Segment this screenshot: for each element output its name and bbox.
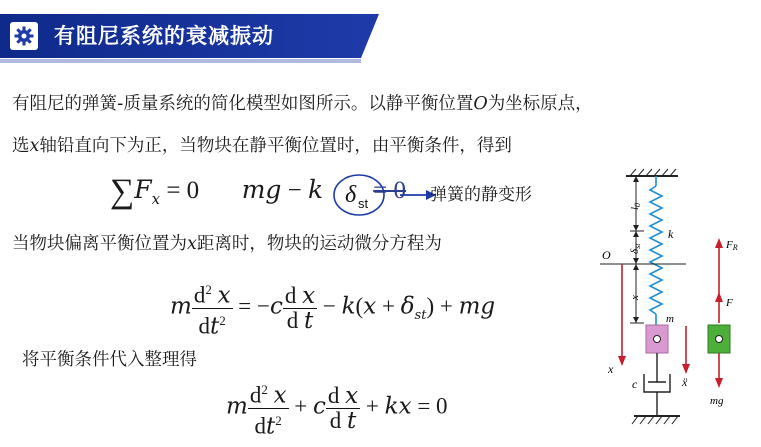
page-title: 有阻尼系统的衰减振动 — [54, 24, 274, 48]
final-equation: m $\frac{d^2 x}{dt^2}$ + c $\frac{\text{d x}}{\text{d t}}$ + kx = 0 — [226, 378, 448, 438]
ceiling-hatch — [630, 169, 676, 176]
svg-text:m: m — [666, 313, 674, 325]
equilibrium-equation: $\sum F_x = 0$ mg − k = 0 — [110, 173, 407, 210]
motion-intro: 当物块偏离平衡位置为x距离时，物块的运动微分方程为 — [12, 234, 442, 254]
svg-text:mg: mg — [710, 395, 724, 407]
svg-text:c: c — [632, 377, 638, 391]
gear-icon — [14, 26, 34, 46]
svg-text:k: k — [668, 227, 674, 241]
svg-text:F: F — [726, 297, 733, 309]
ground-hatch — [632, 416, 678, 424]
banner-corner — [361, 14, 379, 58]
spring — [650, 186, 662, 314]
svg-text:FR: FR — [726, 239, 738, 252]
gear-icon-box — [10, 22, 38, 50]
svg-text:δ: δ — [345, 182, 357, 208]
svg-text:ẍ: ẍ — [682, 375, 688, 389]
svg-text:x: x — [629, 295, 641, 300]
static-deflection-highlight — [330, 172, 440, 218]
spring-mass-damper-diagram — [586, 168, 761, 438]
motion-equation: m $\frac{d^2 x}{dt^2}$ = −c $\frac{\text{d x}}{\text{d t}}$ − $k(x + \delta_{st})$ + mg — [170, 278, 495, 338]
intro-line-1: 有阻尼的弹簧-质量系统的简化模型如图所示。以静平衡位置O为坐标原点， — [12, 94, 593, 114]
svg-text:x: x — [608, 362, 614, 376]
substitute-text: 将平衡条件代入整理得 — [22, 350, 197, 370]
svg-text:l0: l0 — [629, 202, 642, 210]
svg-text:st: st — [358, 196, 369, 211]
title-banner — [0, 14, 361, 58]
svg-text:δst: δst — [629, 243, 642, 254]
svg-text:O: O — [602, 248, 611, 262]
intro-line-2: 选x轴铅直向下为正，当物块在静平衡位置时，由平衡条件，得到 — [12, 136, 512, 156]
static-deflection-label: 弹簧的静变形 — [430, 185, 532, 205]
